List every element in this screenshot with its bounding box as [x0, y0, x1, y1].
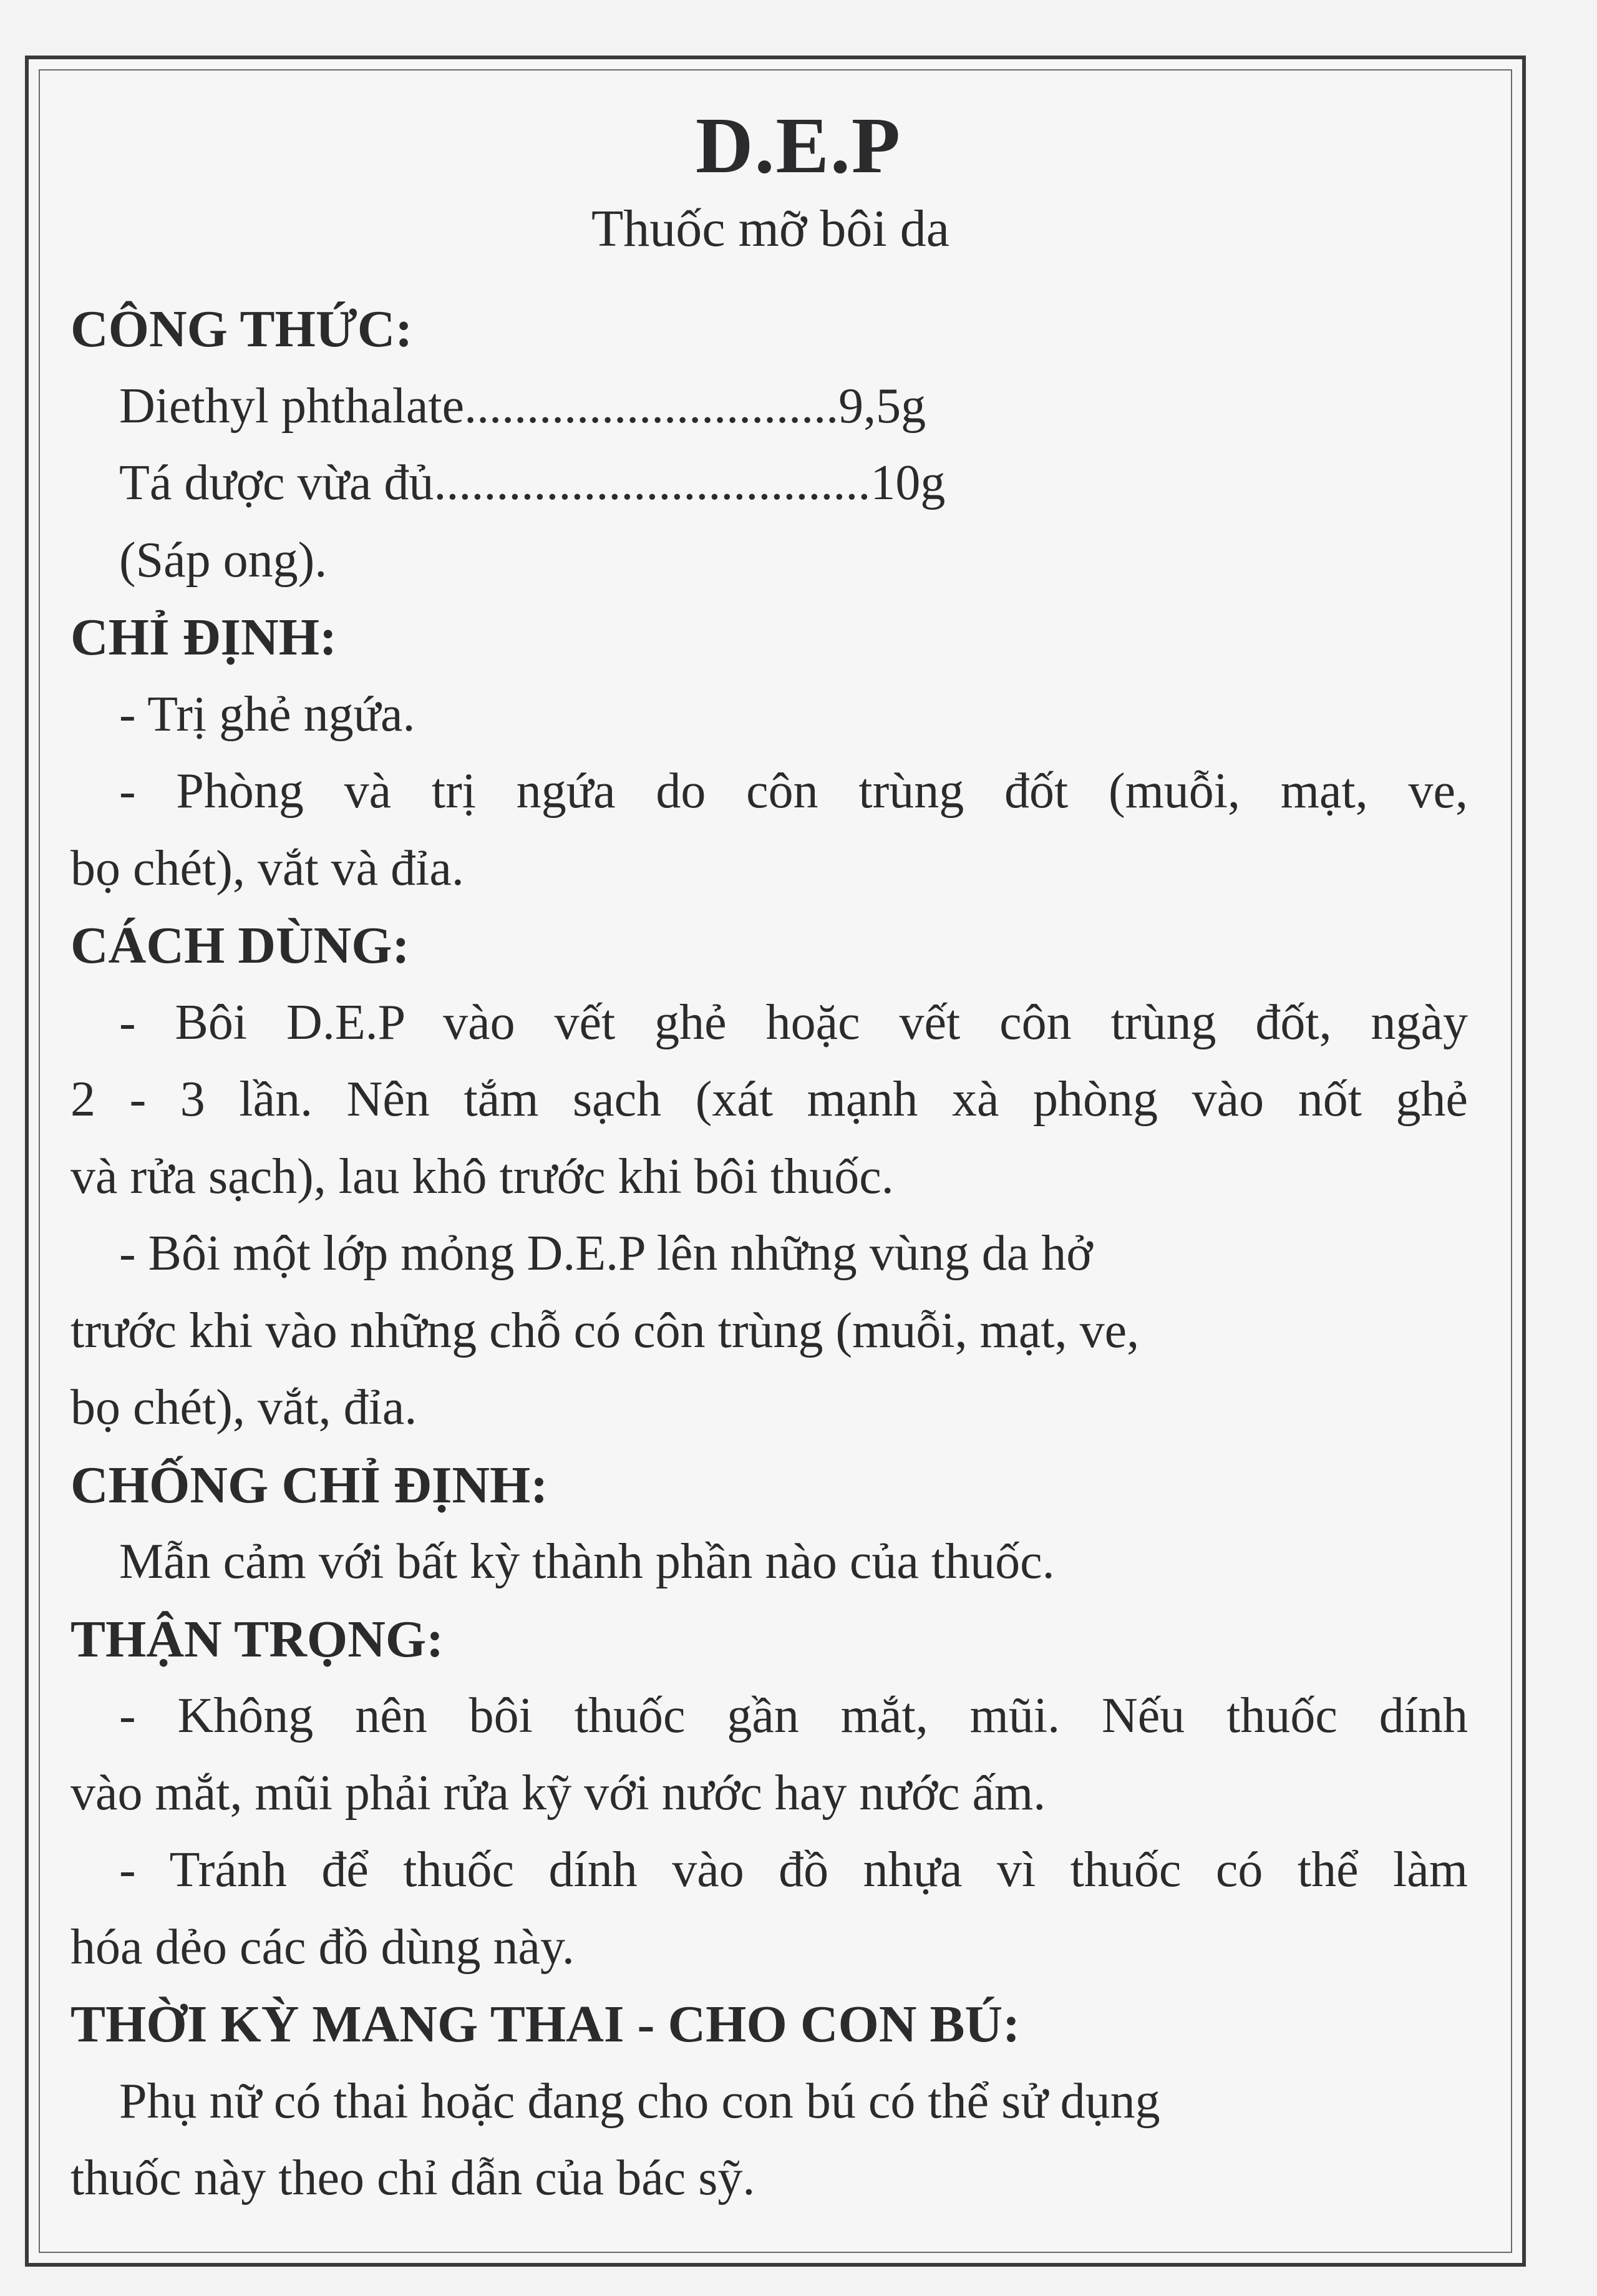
- text-line: Phụ nữ có thai hoặc đang cho con bú có thể sử dụng: [119, 2073, 1160, 2129]
- text-line: Mẫn cảm với bất kỳ thành phần nào của thuốc.: [119, 1534, 1055, 1589]
- text-line: bọ chét), vắt, đỉa.: [70, 1380, 417, 1435]
- text-line: (Sáp ong).: [119, 532, 328, 588]
- text-line: - Bôi một lớp mỏng D.E.P lên những vùng da hở: [119, 1226, 1093, 1281]
- text-line: thuốc này theo chỉ dẫn của bác sỹ.: [70, 2151, 755, 2206]
- text-line: và rửa sạch), lau khô trước khi bôi thuốc.: [70, 1149, 894, 1204]
- product-subtitle: Thuốc mỡ bôi da: [591, 200, 949, 258]
- section-heading: THẬN TRỌNG:: [70, 1610, 444, 1668]
- section-heading: CHỐNG CHỈ ĐỊNH:: [70, 1456, 548, 1514]
- product-title: D.E.P: [696, 101, 901, 190]
- leaflet-content: [70, 291, 1468, 2217]
- text-line: Diethyl phthalate..............................9,5g: [119, 378, 926, 434]
- text-line: - Phòng và trị ngứa do côn trùng đốt (muỗi, mạt, ve,: [119, 764, 1468, 819]
- text-line: hóa dẻo các đồ dùng này.: [70, 1919, 575, 1975]
- text-line: - Không nên bôi thuốc gần mắt, mũi. Nếu thuốc dính: [119, 1688, 1468, 1743]
- text-line: trước khi vào những chỗ có côn trùng (muỗi, mạt, ve,: [70, 1303, 1140, 1358]
- text-line: - Bôi D.E.P vào vết ghẻ hoặc vết côn trùng đốt, ngày: [119, 995, 1468, 1050]
- text-line: - Trị ghẻ ngứa.: [119, 686, 415, 742]
- section-heading: THỜI KỲ MANG THAI - CHO CON BÚ:: [70, 1995, 1021, 2053]
- text-line: vào mắt, mũi phải rửa kỹ với nước hay nước ấm.: [70, 1765, 1046, 1821]
- section-heading: CÔNG THỨC:: [70, 300, 413, 358]
- text-line: bọ chét), vắt và đỉa.: [70, 840, 464, 896]
- section-heading: CHỈ ĐỊNH:: [70, 608, 337, 666]
- text-line: - Tránh để thuốc dính vào đồ nhựa vì thuốc có thể làm: [119, 1842, 1468, 1897]
- text-line: Tá dược vừa đủ...................................10g: [119, 455, 946, 510]
- text-line: 2 - 3 lần. Nên tắm sạch (xát mạnh xà phòng vào nốt ghẻ: [70, 1072, 1468, 1127]
- section-heading: CÁCH DÙNG:: [70, 917, 410, 975]
